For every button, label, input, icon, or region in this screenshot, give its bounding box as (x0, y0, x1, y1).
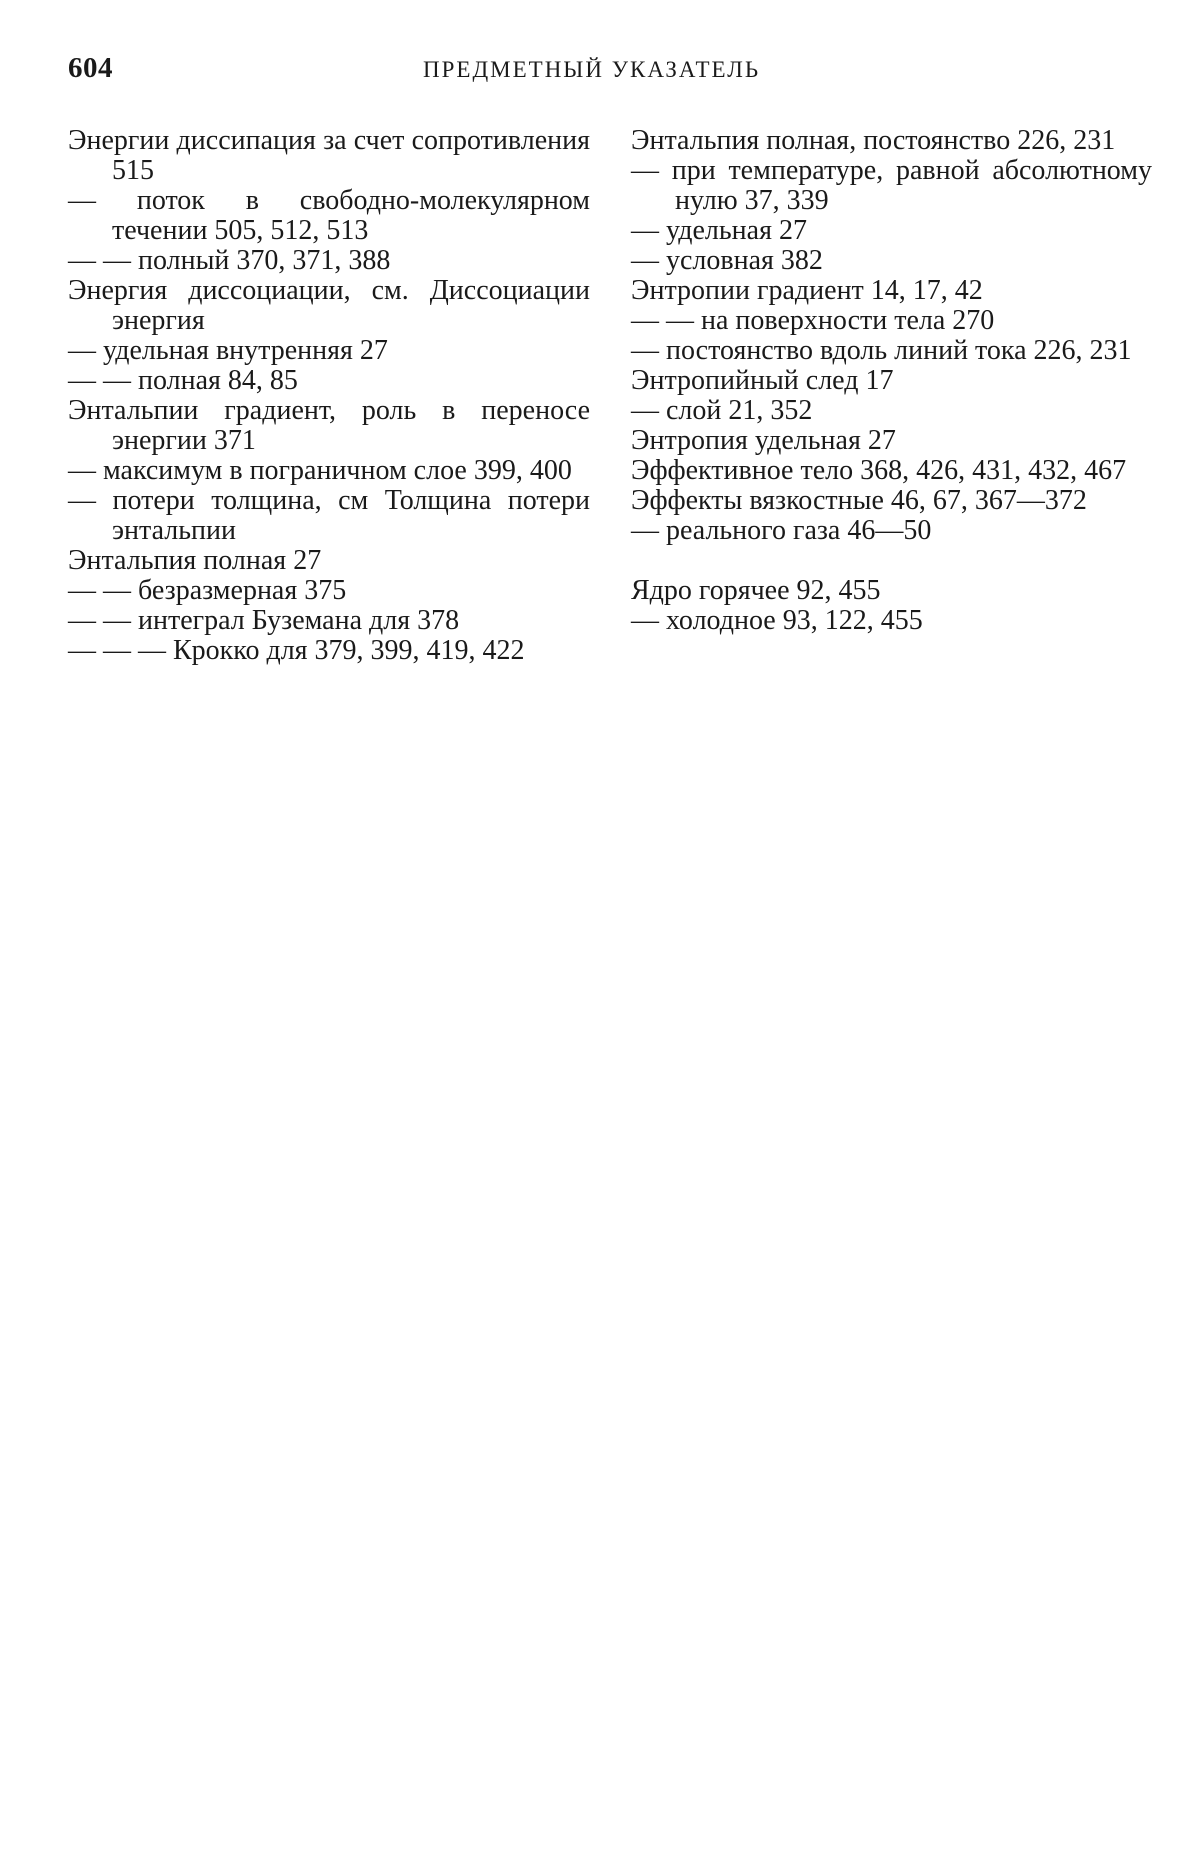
index-entry: Энтропии градиент 14, 17, 42 (631, 275, 983, 306)
index-entry: Энергия диссоциации, см. Диссоциации энергия (68, 275, 590, 336)
index-entry: — при температуре, равной абсолютному нулю 37, 339 (631, 155, 1152, 216)
index-entry: Энтальпия полная, постоянство 226, 231 (631, 125, 1116, 156)
index-entry: Энтальпии градиент, роль в переносе энергии 371 (68, 395, 590, 456)
index-entry: — условная 382 (631, 245, 823, 276)
page-number: 604 (68, 52, 113, 84)
index-entry: — постоянство вдоль линий тока 226, 231 (631, 335, 1132, 366)
page-header (68, 52, 1148, 92)
running-title: ПРЕДМЕТНЫЙ УКАЗАТЕЛЬ (423, 57, 761, 82)
index-entry: — максимум в пограничном слое 399, 400 (68, 455, 572, 486)
index-entry: — — интеграл Буземана для 378 (68, 605, 460, 636)
index-column-left (68, 126, 590, 666)
index-entry: — — безразмерная 375 (68, 575, 347, 606)
index-entry: Энтропия удельная 27 (631, 425, 896, 456)
index-entry: — потери толщина, см Толщина потери энтальпии (68, 485, 590, 546)
index-entry: Эффективное тело 368, 426, 431, 432, 467 (631, 455, 1127, 486)
index-entry: — реального газа 46—50 (631, 515, 932, 546)
index-entry: Эффекты вязкостные 46, 67, 367—372 (631, 485, 1087, 516)
index-entry: Энергии диссипация за счет сопротивления 515 (68, 125, 590, 186)
index-column-right (631, 126, 1152, 636)
section-gap (631, 546, 1152, 576)
index-entry: — удельная внутренняя 27 (68, 335, 388, 366)
index-entry: — удельная 27 (631, 215, 807, 246)
index-entry: — — — Крокко для 379, 399, 419, 422 (68, 635, 525, 666)
index-entry: Энтропийный след 17 (631, 365, 894, 396)
index-entry: — — на поверхности тела 270 (631, 305, 995, 336)
index-entry: Ядро горячее 92, 455 (631, 575, 881, 606)
index-entry: Энтальпия полная 27 (68, 545, 322, 576)
index-entry: — поток в свободно-молекулярном течении 505, 512, 513 (68, 185, 590, 246)
index-entry: — — полный 370, 371, 388 (68, 245, 391, 276)
index-entry: — слой 21, 352 (631, 395, 813, 426)
index-entry: — холодное 93, 122, 455 (631, 605, 923, 636)
index-entry: — — полная 84, 85 (68, 365, 298, 396)
